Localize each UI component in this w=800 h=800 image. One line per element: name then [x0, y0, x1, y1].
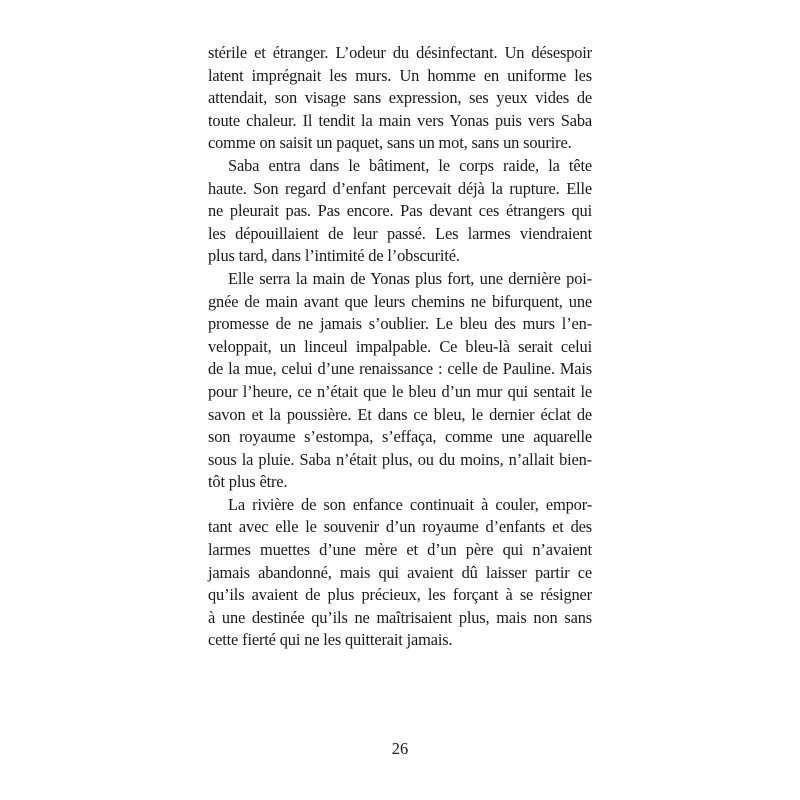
text-line: gnée de main avant que leurs chemins ne bifurquent, une [208, 291, 592, 311]
text-line: ne pleurait pas. Pas encore. Pas devant ces étrangers qui [208, 201, 592, 221]
text-line: sous la pluie. Saba n’était plus, ou du moins, n’allait bien- [208, 449, 592, 469]
text-line: haute. Son regard d’enfant percevait déjà la rupture. Elle [208, 178, 592, 198]
text-line: plus tard, dans l’intimité de l’obscurité. [208, 246, 460, 266]
paragraph [208, 494, 592, 652]
text-line: les dépouillaient de leur passé. Les larmes viendraient [208, 223, 592, 243]
text-line: stérile et étranger. L’odeur du désinfectant. Un désespoir [208, 43, 592, 62]
paragraph [208, 155, 592, 268]
text-line: de la mue, celui d’une renaissance : celle de Pauline. Mais [208, 359, 592, 379]
text-line: cette fierté qui ne les quitterait jamais. [208, 630, 453, 650]
paragraph [208, 268, 592, 494]
text-line: comme on saisit un paquet, sans un mot, sans un sourire. [208, 133, 572, 153]
text-line: son royaume s’estompa, s’effaça, comme une aquarelle [208, 427, 592, 447]
text-line: Elle serra la main de Yonas plus fort, une dernière poi- [228, 268, 592, 288]
text-line: tôt plus être. [208, 472, 288, 492]
text-line: qu’ils avaient de plus précieux, les forçant à se résigner [208, 585, 592, 605]
text-line: attendait, son visage sans expression, ses yeux vides de [208, 88, 592, 108]
text-line: savon et la poussière. Et dans ce bleu, le dernier éclat de [208, 404, 592, 424]
text-line: latent imprégnait les murs. Un homme en uniforme les [208, 65, 592, 85]
text-line: veloppait, un linceul impalpable. Ce bleu-là serait celui [208, 336, 592, 356]
text-line: jamais abandonné, mais qui avaient dû laisser partir ce [208, 562, 592, 582]
text-line: promesse de ne jamais s’oublier. Le bleu des murs l’en- [208, 314, 592, 334]
paragraph [208, 42, 592, 155]
body-text [208, 42, 592, 652]
text-line: tant avec elle le souvenir d’un royaume d’enfants et des [208, 517, 592, 537]
text-line: pour l’heure, ce n’était que le bleu d’un mur qui sentait le [208, 381, 592, 401]
text-line: larmes muettes d’une mère et d’un père qui n’avaient [208, 540, 592, 560]
page-number: 26 [391, 739, 409, 758]
text-line: à une destinée qu’ils ne maîtrisaient plus, mais non sans [208, 607, 592, 627]
text-line: Saba entra dans le bâtiment, le corps raide, la tête [228, 155, 592, 175]
text-line: toute chaleur. Il tendit la main vers Yonas puis vers Saba [208, 110, 592, 130]
text-line: La rivière de son enfance continuait à couler, empor- [228, 494, 592, 514]
